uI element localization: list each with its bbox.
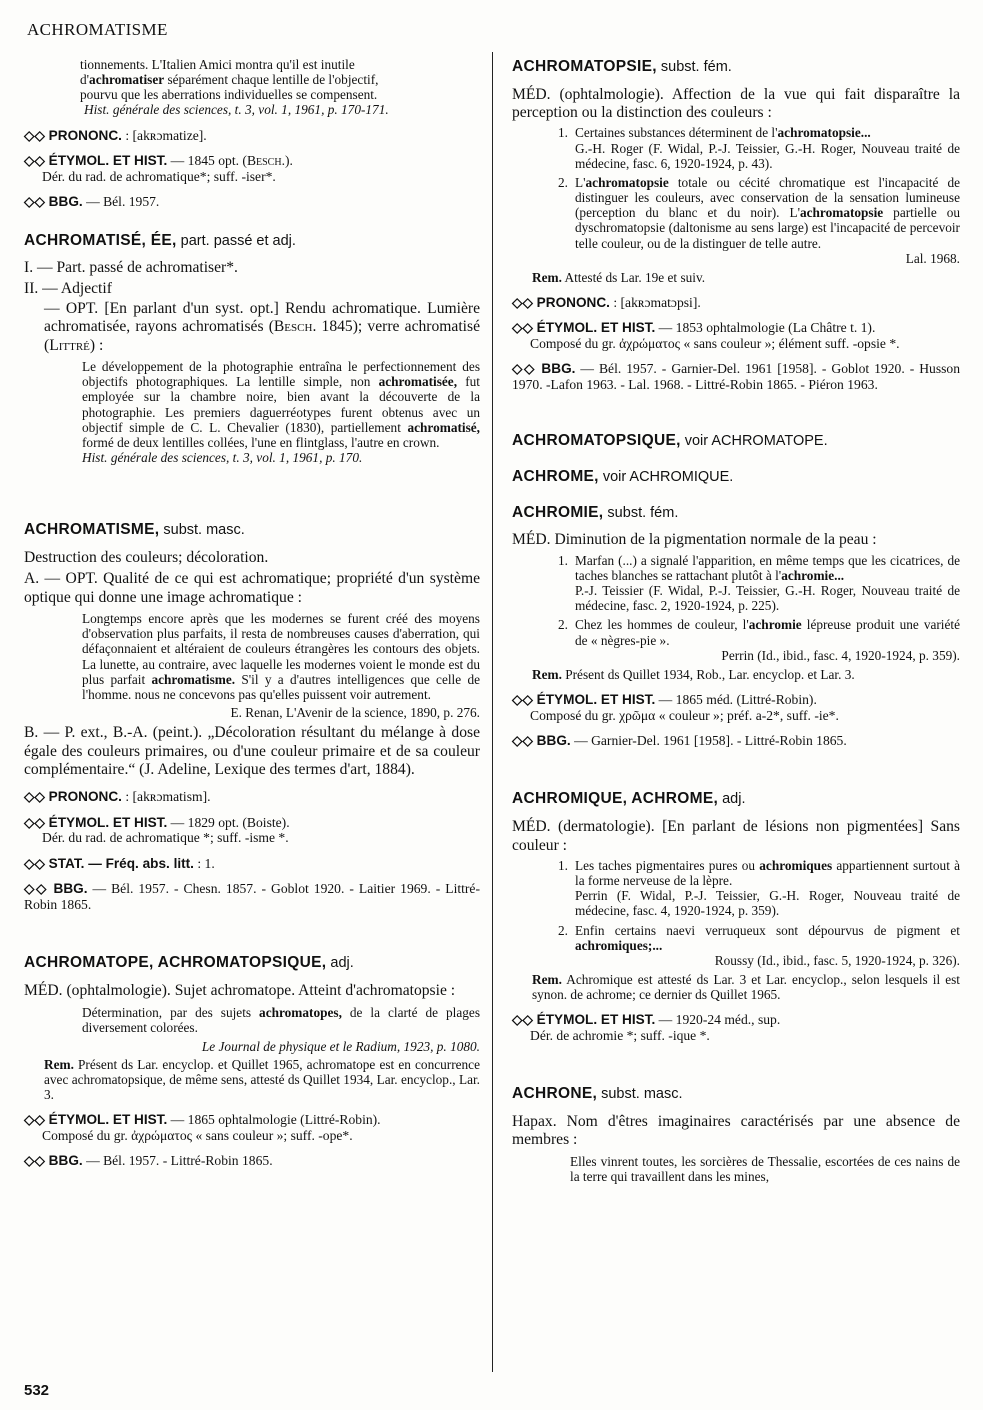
etymology-section: ◇◇ ÉTYMOL. ET HIST. — 1829 opt. (Boiste). Dér. du rad. de achromatique *; suff. -isme *. <box>24 814 290 846</box>
quote: Détermination, par des sujets achromatopes, de la clarté de plages diversement colorées. <box>82 1005 480 1036</box>
remark: Rem. Attesté ds Lar. 19e et suiv. <box>532 269 706 285</box>
right-column <box>512 56 960 1187</box>
definition: MÉD. (ophtalmologie). Affection de la vue qui fait disparaître la perception ou la distinction des couleurs : <box>512 85 960 122</box>
running-head: ACHROMATISME <box>27 20 168 39</box>
bibliography-section: ◇◇ BBG. — Bél. 1957. <box>24 194 160 210</box>
pronunciation-section: ◇◇ PRONONC. : [akʀɔmatize]. <box>24 127 207 143</box>
definition: Hapax. Nom d'êtres imaginaires caractérisés par une absence de membres : <box>512 1112 960 1149</box>
example-2: 2. Enfin certains naevi verruqueux sont dépourvus de pigment et achromiques;... Roussy (Id., ibid., fasc. 5, 1920-1924, p. 326). <box>558 922 960 968</box>
entry-headword: ACHROMIE, subst. fém. <box>512 503 679 521</box>
sense-A: A. — OPT. Qualité de ce qui est achromatique; propriété d'un système optique qui donne une image achromatique : <box>24 570 480 606</box>
bibliography-section: ◇◇ BBG. — Bél. 1957. - Chesn. 1857. - Goblot 1920. - Laitier 1969. - Littré-Robin 1865. <box>24 881 480 912</box>
remark: Rem. Achromique est attesté ds Lar. 3 et Lar. encyclop., selon lesquels il est synon. de achrome; ce dernier ds Quillet 1965. <box>532 972 960 1003</box>
definition: MÉD. (ophtalmologie). Sujet achromatope. Atteint d'achromatopsie : <box>24 981 456 999</box>
example-2: 2. L'achromatopsie totale ou cécité chromatique est l'incapacité de distinguer les couleurs, avec conservation de la sensation lumineuse (perception du blanc et du noir). L'achromatopsie partielle ou dyschromatopsie (daltonisme au sens large) est l'incapacité de percevoir telle couleur, ou de la distinguer de telle autre. Lal. 1968. <box>558 174 960 266</box>
column-divider <box>492 52 493 1372</box>
quote-source: Hist. générale des sciences, t. 3, vol. 1, 1961, p. 170-171. <box>84 102 389 118</box>
example-1: 1. Marfan (...) a signalé l'apparition, en même temps que les cicatrices, de taches blanches se rattachant plutôt à l'achromie... P.-J. Teissier (F. Widal, P.-J. Teissier, G.-H. Roger, Nouveau traité de médecine, fasc. 2, 1920-1924, p. 225). <box>558 552 960 614</box>
quote-source: E. Renan, L'Avenir de la science, 1890, p. 276. <box>230 705 480 721</box>
remark: Rem. Présent ds Quillet 1934, Rob., Lar. encyclop. et Lar. 3. <box>532 666 855 682</box>
etymology-section: ◇◇ ÉTYMOL. ET HIST. — 1865 méd. (Littré-Robin). Composé du gr. χρῶμα « couleur »; préf. a-2*, suff. -ie*. <box>512 692 839 723</box>
bibliography-section: ◇◇ BBG. — Garnier-Del. 1961 [1958]. - Littré-Robin 1865. <box>512 733 847 748</box>
remark: Rem. Présent ds Lar. encyclop. et Quillet 1965, achromatope est en concurrence avec achromatopsique, de même sens, attesté ds Quillet 1934, Lar. encyclop., Lar. 3. <box>44 1056 480 1103</box>
left-column <box>24 56 480 1173</box>
pronunciation-section: ◇◇ PRONONC. : [akʀɔmatism]. <box>24 789 211 805</box>
page-number: 532 <box>24 1382 50 1399</box>
statistics-section: ◇◇ STAT. — Fréq. abs. litt. : 1. <box>24 855 215 871</box>
etymology-section: ◇◇ ÉTYMOL. ET HIST. — 1865 ophtalmologie (Littré-Robin). Composé du gr. ἀχρώματος « sans couleur »; suff. -ope*. <box>24 1112 381 1143</box>
entry-headword: ACHROMATISÉ, ÉE, part. passé et adj. <box>24 231 296 249</box>
entry-headword: ACHROMATOPSIQUE, voir ACHROMATOPE. <box>512 432 828 450</box>
example-1: 1. Certaines substances déterminent de l'achromatopsie... G.-H. Roger (F. Widal, P.-J. Teissier, G.-H. Roger, Nouveau traité de médecine, fasc. 6, 1920-1924, p. 43). <box>558 125 960 171</box>
keyword: achromatiser <box>89 72 165 88</box>
entry-headword: ACHROMATOPE, ACHROMATOPSIQUE, adj. <box>24 954 354 972</box>
quote-source: Le Journal de physique et le Radium, 1923, p. 1080. <box>201 1038 480 1054</box>
entry-headword: ACHROMATOPSIE, subst. fém. <box>512 58 732 75</box>
sense-II: II. — Adjectif <box>24 279 112 297</box>
definition: Destruction des couleurs; décoloration. <box>24 548 269 566</box>
etymology-section: ◇◇ ÉTYMOL. ET HIST. — 1845 opt. (Besch.). Dér. du rad. de achromatique*; suff. -iser*. <box>24 153 293 184</box>
quote-source: Hist. générale des sciences, t. 3, vol. 1, 1961, p. 170. <box>82 450 363 466</box>
bibliography-section: ◇◇ BBG. — Bél. 1957. - Garnier-Del. 1961 [1958]. - Goblot 1920. - Husson 1970. -Lafon 1963. - Lal. 1968. - Littré-Robin 1865. - Piéron 1963. <box>512 361 960 392</box>
continued-quote: tionnements. L'Italien Amici montra qu'il est inutile d'achromatiser séparément chaque lentille de l'objectif, pourvu que les aberrations individuelles se compensent. Hist. générale des sciences, t. 3, vol. 1, 1961, p. 170-171. <box>24 57 480 118</box>
entry-headword: ACHROME, voir ACHROMIQUE. <box>512 468 734 486</box>
definition: MÉD. (dermatologie). [En parlant de lésions non pigmentées] Sans couleur : <box>512 818 960 854</box>
etymology-section: ◇◇ ÉTYMOL. ET HIST. — 1853 ophtalmologie (La Châtre t. 1). Composé du gr. ἀχρώματος « sans couleur »; élément suff. -opsie *. <box>512 320 900 351</box>
quote: Le développement de la photographie entraîna le perfectionnement des objectifs photographiques. La lentille simple, non achromatisée, fut employée sur la chambre noire, bien avant la découverte de la photographie. Les premiers daguerréotypes furent obtenus avec un objectif simple de C. L. Chevalier (1830), partiellement achromatisé, formé de deux lentilles collées, l'une en flintglass, l'autre en crown. Hist. générale des sciences, t. 3, vol. 1, 1961, p. 170. <box>82 359 480 466</box>
definition: MÉD. Diminution de la pigmentation normale de la peau : <box>512 531 877 549</box>
sense-I: I. — Part. passé de achromatiser*. <box>24 259 238 277</box>
definition: — OPT. [En parlant d'un syst. opt.] Rendu achromatique. Lumière achromatisée, rayons achromatisés (Besch. 1845); verre achromatisé (Littré) : <box>44 300 480 354</box>
quote: Longtemps encore après que les modernes se furent créé des moyens d'observation plus parfaits, il resta de nombreuses causes d'aberration, qui défaçonnaient et altéraient de couleurs étrangères les contours des objets. La lunette, au contraire, avec laquelle les modernes voient le monde est du plus parfait achromatisme. S'il y a d'autres intelligences que celle de l'homme. nous ne concevons pas qu'elles puissent voir autrement. <box>82 611 480 702</box>
entry-headword: ACHROMATISME, subst. masc. <box>24 521 245 539</box>
entry-headword: ACHRONE, subst. masc. <box>512 1085 683 1103</box>
entry-headword: ACHROMIQUE, ACHROME, adj. <box>512 790 746 808</box>
etymology-section: ◇◇ ÉTYMOL. ET HIST. — 1920-24 méd., sup. Dér. de achromie *; suff. -ique *. <box>512 1012 781 1043</box>
example-2: 2. Chez les hommes de couleur, l'achromie lépreuse produit une variété de « nègres-pie ». Perrin (Id., ibid., fasc. 4, 1920-1924, p. 359). <box>558 617 960 663</box>
pronunciation-section: ◇◇ PRONONC. : [akʀɔmatɔpsi]. <box>512 295 701 310</box>
quote: Elles vinrent toutes, les sorcières de Thessalie, escortées de ces nains de la terre qui travaillent dans les mines, <box>570 1153 960 1184</box>
sense-B: B. — P. ext., B.-A. (peint.). „Décoloration résultant du mélange à dose égale des couleurs primaires, ou d'une couleur primaire et de sa couleur complémentaire.“ (J. Adeline, Lexique des termes d'art, 1884). <box>24 724 480 778</box>
bibliography-section: ◇◇ BBG. — Bél. 1957. - Littré-Robin 1865. <box>24 1153 273 1169</box>
example-1: 1. Les taches pigmentaires pures ou achromiques appartiennent surtout à la forme nerveuse de la lèpre. Perrin (F. Widal, P.-J. Teissier, G.-H. Roger, Nouveau traité de médecine, fasc. 4, 1920-1924, p. 359). <box>558 857 961 919</box>
